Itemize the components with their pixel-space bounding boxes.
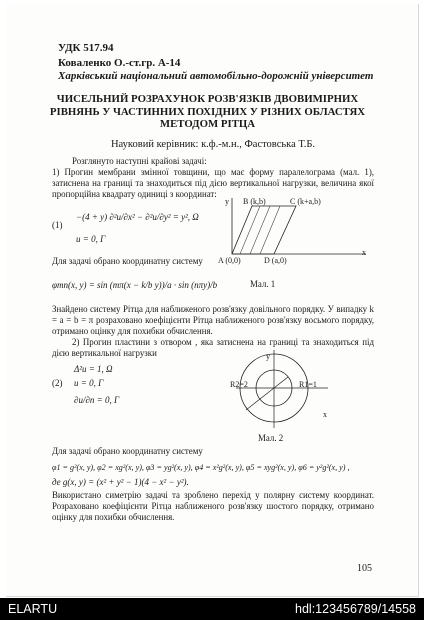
problem2-text: 2) Прогин пластини з отвором , яка затиснена на границі та знаходиться під дією вертикальної нагрузки xyxy=(52,337,374,358)
footer-handle: hdl:123456789/14558 xyxy=(295,602,416,616)
affiliation: Харківський національний автомобільно-дорожній університет xyxy=(58,70,374,82)
result2-text: Використано симетрію задачі та зроблено перехід у полярну систему координат. Розраховано коефіцієнти Рітца наближеного розв'язку шостого порядку, отримано оцінку для похибки обчислення. xyxy=(52,490,374,522)
problem1-text: 1) Прогин мембрани змінної товщини, що має форму паралелограма (мал. 1), затиснена на границі та знаходиться під дією вертикальної нагрузки, величина якої пропорційна квадрату одиниці з координат: xyxy=(52,167,374,199)
fig1-caption: Мал. 1 xyxy=(250,279,276,289)
fig1-label-d: D (a,0) xyxy=(264,256,287,265)
fig2-axis-x-label: x xyxy=(323,410,327,419)
eq2-main: Δ²u = 1, Ω xyxy=(74,364,113,374)
fig1-label-a: A (0,0) xyxy=(218,256,241,265)
eq1-number: (1) xyxy=(52,220,63,230)
footer-repository: ELARTU xyxy=(8,602,58,616)
coord2-where: де g(x, y) = (x² + y² − 1)(4 − x² − y²). xyxy=(52,477,189,487)
eq1-boundary: u = 0, Γ xyxy=(76,234,106,244)
eq2-number: (2) xyxy=(52,378,63,388)
eq2-boundary1: u = 0, Γ xyxy=(74,378,104,388)
fig1-axis-x-label: x xyxy=(362,248,366,257)
result1-text: Знайдено систему Рітца для наближеного розв'язку довільного порядку. У випадку k = a = b = π розраховано коефіцієнти Рітца наближеного розв'язку восьмого порядку, отримано оцінку для похибки обчислення. xyxy=(52,304,374,336)
eq1-main: −(4 + y) ∂²u/∂x² − ∂²u/∂y² = y², Ω xyxy=(76,212,199,222)
figure2-annulus xyxy=(236,348,336,430)
footer-bar xyxy=(0,598,424,620)
udk-code: УДК 517.94 xyxy=(58,42,114,54)
fig2-radius-r1 xyxy=(274,377,288,388)
fig1-label-c: C (k+a,b) xyxy=(290,197,321,206)
eq2-boundary2: ∂u/∂n = 0, Γ xyxy=(74,395,120,405)
authors-line: Коваленко О.-ст.гр. А-14 xyxy=(58,57,181,69)
coord2-formula: φ1 = g²(x, y), φ2 = xg²(x, y), φ3 = yg²(x, y), φ4 = x²g²(x, y), φ5 = xyg²(x, y), φ6 = y²g²(x, y) , xyxy=(52,463,350,472)
intro-text: Розглянуто наступні крайові задачі: xyxy=(72,156,207,166)
fig1-hatch-line xyxy=(240,206,260,254)
fig1-label-b: B (k,b) xyxy=(243,197,266,206)
coord1-text: Для задачі обрано координатну систему xyxy=(52,256,203,266)
fig1-hatch-line xyxy=(250,206,270,254)
fig2-radius-r2 xyxy=(246,388,274,410)
coord2-text: Для задачі обрано координатну систему xyxy=(52,446,203,456)
fig2-label-r1: R1=1 xyxy=(299,380,317,389)
paper-title: ЧИСЕЛЬНИЙ РОЗРАХУНОК РОЗВ'ЯЗКІВ ДВОВИМІРНИХ РІВНЯНЬ У ЧАСТИННИХ ПОХІДНИХ У РІЗНИХ ОБЛАСТЯХ МЕТОДОМ РІТЦА xyxy=(49,93,366,130)
scientific-advisor: Науковий керівник: к.ф.-м.н., Фастовська Т.Б. xyxy=(110,139,316,150)
fig2-caption: Мал. 2 xyxy=(258,433,284,443)
page-number: 105 xyxy=(357,563,372,574)
coord1-formula: φmn(x, y) = sin (mπ(x − k/b y))/a · sin (nπy)/b xyxy=(52,280,218,290)
fig2-label-r2: R2=2 xyxy=(230,380,248,389)
fig1-parallelogram-shape xyxy=(232,206,296,254)
fig1-axis-y-label: y xyxy=(225,197,229,206)
fig2-axis-y-label: y xyxy=(266,352,270,361)
